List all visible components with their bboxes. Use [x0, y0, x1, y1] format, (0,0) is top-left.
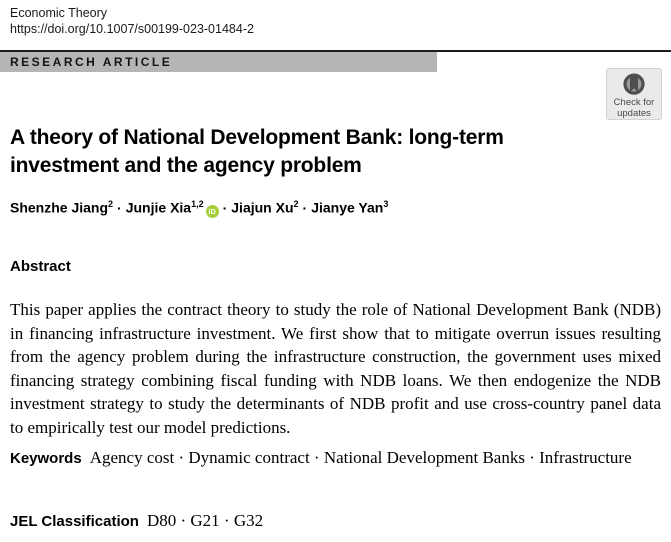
crossmark-icon	[621, 72, 647, 98]
author-affiliation-sup: 3	[383, 199, 389, 209]
doi-link[interactable]: https://doi.org/10.1007/s00199-023-01484-2	[10, 22, 254, 36]
author-line	[10, 199, 388, 218]
article-type-banner	[0, 52, 437, 72]
author-separator: ·	[222, 199, 228, 216]
author-name: Jiajun Xu	[231, 199, 294, 216]
check-updates-label-line2: updates	[617, 107, 651, 119]
jel-line	[10, 511, 665, 531]
journal-name: Economic Theory	[10, 6, 108, 20]
page-title: A theory of National Development Bank: long-term investment and the agency problem	[10, 126, 504, 178]
author-name: Jianye Yan	[311, 199, 384, 216]
author-name: Junjie Xia	[125, 199, 192, 216]
orcid-icon[interactable]: iD	[206, 205, 219, 218]
author-affiliation-sup: 2	[293, 199, 299, 209]
keywords-label: Keywords	[10, 450, 82, 467]
author-separator: ·	[302, 199, 308, 216]
author-affiliation-sup: 2	[108, 199, 114, 209]
author-separator: ·	[117, 199, 122, 216]
article-type-label: RESEARCH ARTICLE	[10, 55, 173, 69]
jel-text: D80 · G21 · G32	[146, 511, 264, 530]
author-affiliation-sup: 1,2	[191, 199, 204, 209]
keywords-text: Agency cost · Dynamic contract · National Development Banks · Infrastructure	[89, 448, 632, 467]
keywords-line	[10, 446, 661, 471]
abstract-heading: Abstract	[10, 258, 71, 275]
abstract-text: This paper applies the contract theory to study the role of National Development Bank (NDB) in financing infrastructure investment. We first show that to mitigate overrun issues resulting from the agency problem during the infrastructure construction, the government uses mixed financing strategy combining fiscal funding with NDB loans. We then endogenize the NDB investment strategy to study the determinants of NDB profit and use cross-country panel data to empirically test our model predictions.	[10, 300, 661, 437]
author-name: Shenzhe Jiang	[10, 199, 109, 216]
check-updates-label-line1: Check for	[613, 97, 655, 108]
jel-label: JEL Classification	[10, 513, 139, 530]
check-updates-badge[interactable]	[606, 68, 662, 120]
